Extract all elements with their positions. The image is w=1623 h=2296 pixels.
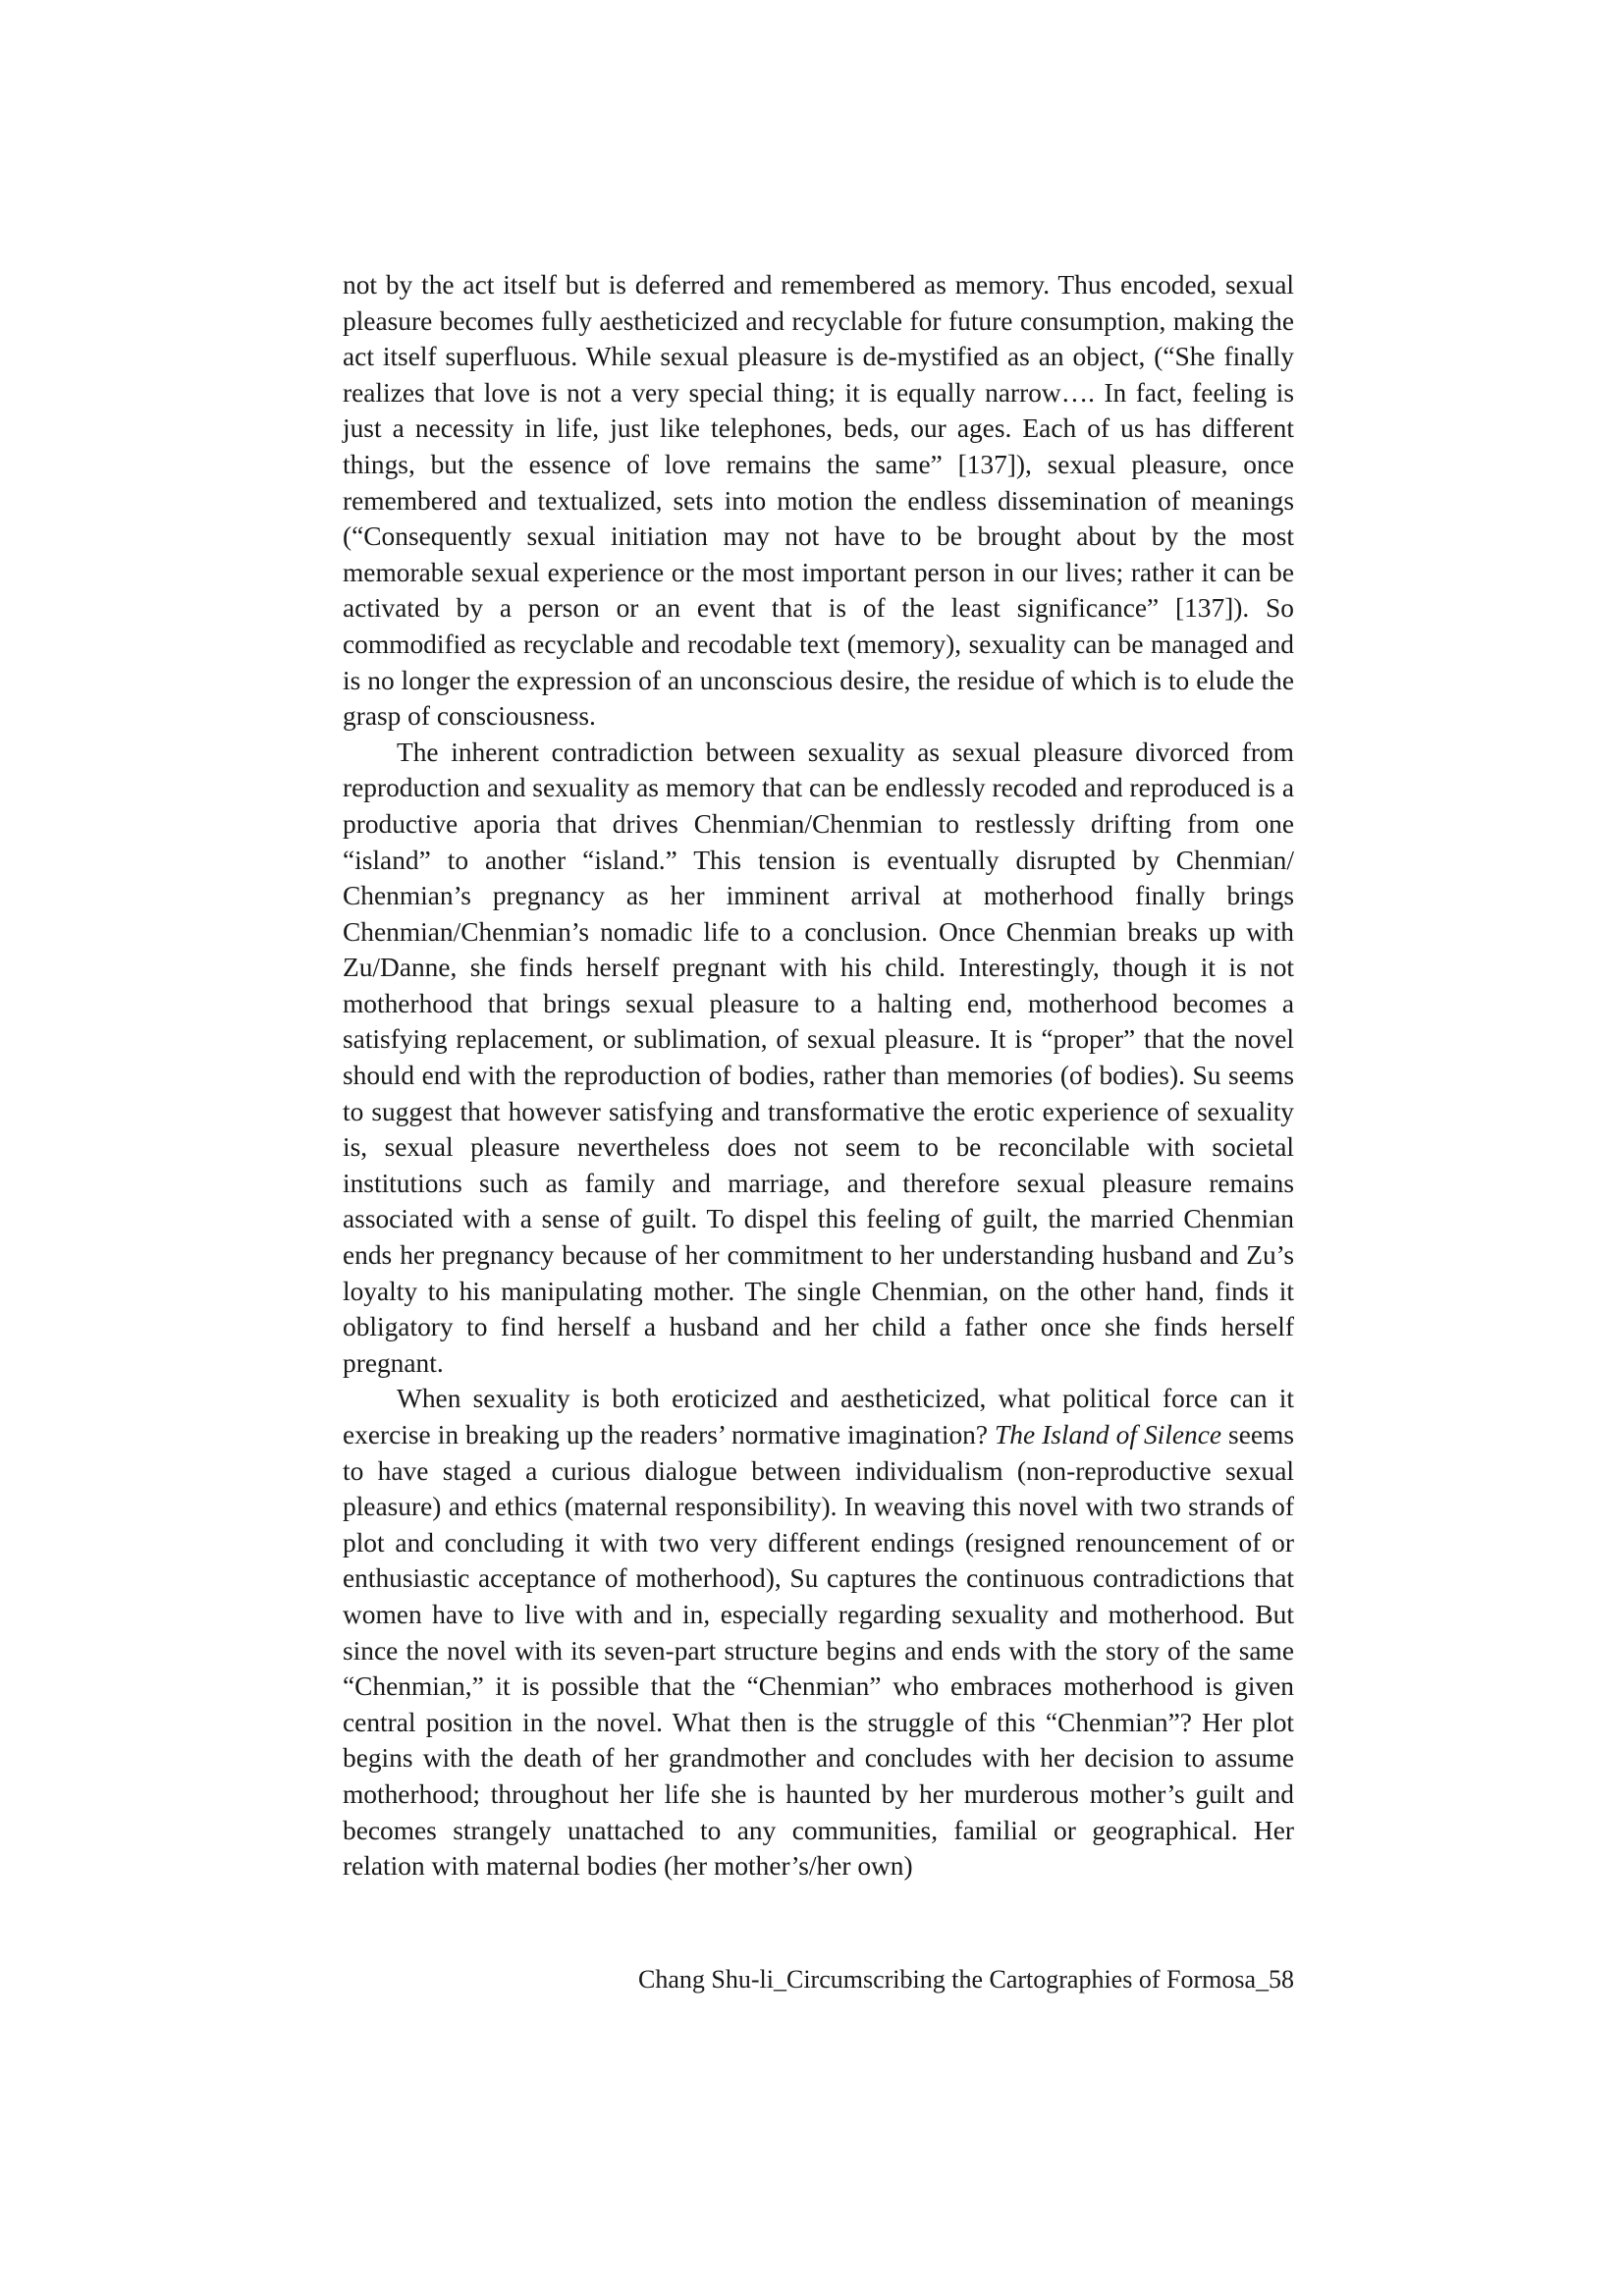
paragraph-continuation: not by the act itself but is deferred and remembered as memory. Thus encoded, sexual pleasure becomes fully aestheticized and recyclable for future consumption, making the act itself superfluous. While sexual pleasure is de-mystified as an object, (“She finally realizes that love is not a very special thing; it is equally narrow…. In fact, feeling is just a necessity in life, just like telephones, beds, our ages. Each of us has different things, but the essence of love remains the same” [137]), sexual pleasure, once remembered and textualized, sets into motion the endless dissemination of meanings (“Consequently sexual initiation may not have to be brought about by the most memorable sexual experience or the most important person in our lives; rather it can be activated by a person or an event that is of the least significance” [137]). So commodified as recyclable and recodable text (memory), sexuality can be managed and is no longer the expression of an unconscious desire, the residue of which is to elude the grasp of consciousness. (343, 270, 1294, 732)
novel-title: The Island of Silence (995, 1420, 1222, 1449)
body-text (343, 267, 1294, 1885)
paragraph-political-force (343, 1381, 1294, 1884)
running-footer: Chang Shu-li_Circumscribing the Cartographies of Formosa_58 (638, 1965, 1294, 1994)
paragraph-contradiction: The inherent contradiction between sexuality as sexual pleasure divorced from reproduction and sexuality as memory that can be endlessly recoded and reproduced is a productive aporia that drives Chenmian/Chenmian to restlessly drifting from one “island” to another “island.” This tension is eventually disrupted by Chenmian/ Chenmian’s pregnancy as her imminent arrival at motherhood finally brings Chenmian/Chenmian’s nomadic life to a conclusion. Once Chenmian breaks up with Zu/Danne, she finds herself pregnant with his child. Interestingly, though it is not motherhood that brings sexual pleasure to a halting end, motherhood becomes a satisfying replacement, or sublimation, of sexual pleasure. It is “proper” that the novel should end with the reproduction of bodies, rather than memories (of bodies). Su seems to suggest that however satisfying and transformative the erotic experience of sexuality is, sexual pleasure nevertheless does not seem to be reconcilable with societal institutions such as family and marriage, and therefore sexual pleasure remains associated with a sense of guilt. To dispel this feeling of guilt, the married Chenmian ends her pregnancy because of her commitment to her understanding husband and Zu’s loyalty to his manipulating mother. The single Chenmian, on the other hand, finds it obligatory to find herself a husband and her child a father once she finds herself pregnant. (343, 737, 1294, 1378)
paragraph-political-force-lead: When sexuality is both eroticized and aestheticized, what political force can it exercise in breaking up the readers’ normative imagination? (343, 1384, 1294, 1449)
paragraph-political-force-rest: seems to have staged a curious dialogue between individualism (non-reproductive sexual pleasure) and ethics (maternal responsibility). In weaving this novel with two strands of plot and concluding it with two very different endings (resigned renouncement of or enthusiastic acceptance of motherhood), Su captures the continuous contradictions that women have to live with and in, especially regarding sexuality and motherhood. But since the novel with its seven-part structure begins and ends with the story of the same “Chenmian,” it is possible that the “Chenmian” who embraces motherhood is given central position in the novel. What then is the struggle of this “Chenmian”? Her plot begins with the death of her grandmother and concludes with her decision to assume motherhood; throughout her life she is haunted by her murderous mother’s guilt and becomes strangely unattached to any communities, familial or geographical. Her relation with maternal bodies (her mother’s/her own) (343, 1420, 1294, 1882)
